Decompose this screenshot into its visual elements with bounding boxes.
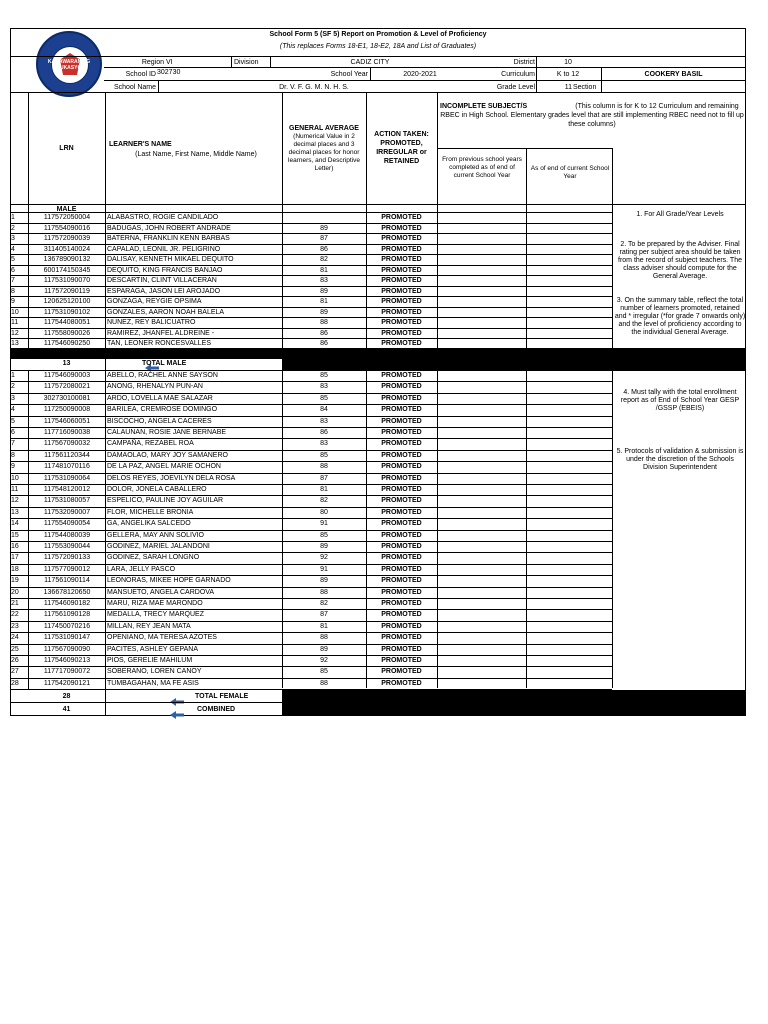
row-learner-name: GELLERA, MAY ANN SOLIVIO [107,531,204,539]
row-action-taken: PROMOTED [381,277,422,284]
row-general-average: 91 [320,520,328,528]
school-id-label: School ID [125,71,156,78]
division-value: CADIZ CITY [350,59,390,66]
col-end-of-year: As of end of current School Year [530,165,610,180]
row-number: 17 [11,554,19,562]
row-learner-name: DAMAOLAO, MARY JOY SAMANERO [107,451,228,459]
col-general-average: GENERAL AVERAGE [289,125,359,132]
row-learner-name: LEONORAS, MIKEE HOPE GARNADO [107,577,231,585]
row-learner-name: DEQUITO, KING FRANCIS BANJAO [107,266,223,274]
row-lrn: 117531090102 [43,308,91,316]
row-number: 11 [11,486,19,493]
row-learner-name: NUNEZ, REY BALICUATRO [107,319,196,326]
row-number: 4 [11,245,15,253]
row-number: 15 [11,531,19,539]
row-action-taken: PROMOTED [381,508,422,516]
row-action-taken: PROMOTED [381,319,422,326]
row-action-taken: PROMOTED [381,600,422,607]
row-number: 25 [11,645,19,653]
row-lrn: 117542090121 [43,679,91,687]
row-lrn: 311405140024 [43,245,91,253]
row-lrn: 117544080039 [43,531,91,539]
row-number: 2 [11,224,15,232]
row-action-taken: PROMOTED [381,266,422,274]
school-year-value: 2020-2021 [403,71,437,78]
col-name-sub: (Last Name, First Name, Middle Name) [135,151,257,158]
row-learner-name: MILLAN, REY JEAN MATA [107,622,191,630]
row-general-average: 87 [320,611,328,619]
grade-level-value: 11 [564,84,572,91]
row-lrn: 117450070216 [43,622,91,630]
row-action-taken: PROMOTED [381,298,422,305]
row-action-taken: PROMOTED [381,406,422,414]
school-name-value: Dr. V. F. G. M. N. H. S. [279,84,349,91]
row-lrn: 136789090132 [43,256,91,263]
row-lrn: 117554090054 [43,520,91,528]
row-learner-name: SOBERANO, LOREN CANOY [107,668,202,676]
row-lrn: 117572080021 [43,383,91,391]
col-previous-years: From previous school years completed as of end of current School Year [442,156,522,179]
band-black [10,348,746,359]
row-action-taken: PROMOTED [381,417,422,425]
row-general-average: 88 [320,319,328,326]
row-general-average: 86 [320,245,328,253]
row-general-average: 89 [320,308,328,316]
row-number: 3 [11,394,15,402]
row-number: 18 [11,565,19,573]
row-lrn: 600174150345 [43,266,91,274]
row-action-taken: PROMOTED [381,611,422,619]
row-lrn: 117561090114 [44,577,90,585]
row-lrn: 117481070116 [44,463,90,471]
combined-label: COMBINED [197,706,236,713]
row-learner-name: GODINEZ, MARIEL JALANDONI [107,543,210,550]
row-lrn: 117558090026 [43,329,91,337]
note-3: 3. On the summary table, reflect the total number of learners promoted, retained and * irregular (*for grade 7 onwards only) and the level of proficiency according to the individual General Average. [614,297,746,336]
section-label: Section [573,84,597,91]
row-lrn: 117561120344 [44,451,90,459]
row-lrn: 117572090039 [43,235,91,242]
row-general-average: 91 [320,565,328,573]
row-action-taken: PROMOTED [381,565,422,573]
row-general-average: 83 [320,417,328,425]
row-learner-name: ALABASTRO, ROGIE CANDILADO [107,214,219,221]
row-lrn: 117532090007 [43,508,91,516]
row-lrn: 136678120650 [43,588,91,596]
row-lrn: 117572050004 [43,214,91,221]
note-2: 2. To be prepared by the Adviser. Final rating per subject area should be taken from the record of subject teachers. The class adviser should compute for the General Average. [618,241,742,280]
row-general-average: 89 [320,645,328,653]
row-lrn: 120625120100 [43,298,91,305]
row-general-average: 87 [320,235,328,242]
row-number: 20 [11,588,19,596]
row-number: 7 [11,277,15,284]
row-action-taken: PROMOTED [381,340,422,347]
district-value: 10 [564,59,572,66]
row-number: 13 [11,508,19,516]
note-4: 4. Must tally with the total enrollment report as of End of School Year GESP /GSSP (EBEIS) [620,389,740,412]
row-lrn: 117567090090 [43,645,91,653]
row-learner-name: BISCOCHO, ANGELA CACERES [107,417,212,425]
row-lrn: 117531090147 [43,634,91,642]
row-learner-name: CALAUNAN, ROSIE JANE BERNABE [107,429,227,436]
row-general-average: 86 [320,329,328,337]
row-action-taken: PROMOTED [381,531,422,539]
row-lrn: 302730100081 [43,394,91,402]
col-name: LEARNER'S NAME [109,141,172,148]
row-general-average: 92 [320,657,328,664]
row-general-average: 85 [320,668,328,676]
form-title: School Form 5 (SF 5) Report on Promotion & Level of Proficiency [269,31,487,38]
total-male-count: 13 [62,360,71,367]
row-learner-name: DALISAY, KENNETH MIKAEL DEQUITO [107,256,234,263]
total-female-label: TOTAL FEMALE [195,693,249,700]
row-action-taken: PROMOTED [381,543,422,550]
row-learner-name: PIOS, GERELIE MAHILUM [107,657,193,664]
school-year-label: School Year [330,71,368,78]
row-learner-name: ESPELICO, PAULINE JOY AGUILAR [107,497,224,505]
row-number: 6 [11,429,15,436]
row-action-taken: PROMOTED [381,235,422,242]
row-lrn: 117548120012 [43,486,91,493]
row-number: 1 [11,214,15,221]
row-number: 9 [11,463,15,471]
row-lrn: 117567090032 [43,440,91,448]
row-action-taken: PROMOTED [381,622,422,630]
row-general-average: 84 [320,406,328,414]
row-general-average: 89 [320,543,328,550]
row-general-average: 82 [320,600,328,607]
row-action-taken: PROMOTED [381,657,422,664]
row-general-average: 88 [320,634,328,642]
row-general-average: 89 [320,577,328,585]
row-learner-name: DOLOR, JONELA CABALLERO [107,486,207,493]
row-general-average: 86 [320,429,328,436]
row-learner-name: CAPALAD, LEONIL JR. PELIGRINO [107,245,221,253]
row-number: 9 [11,298,15,305]
total-male-label: TOTAL MALE [142,360,187,367]
row-lrn: 117531090064 [43,474,91,482]
row-learner-name: MEDALLA, TRECY MARQUEZ [107,611,204,619]
male-label: MALE [56,206,77,213]
row-learner-name: MANSUETO, ANGELA CARDOVA [107,588,215,596]
row-learner-name: DESCARTIN, CLINT VILLACERAN [107,277,217,284]
row-general-average: 83 [320,277,328,284]
combined-count: 41 [62,706,71,713]
curriculum-label: Curriculum [501,71,535,78]
row-general-average: 81 [320,486,328,493]
row-learner-name: BARILEA, CREMROSE DOMINGO [107,406,218,414]
row-lrn: 117554090016 [43,224,91,232]
row-action-taken: PROMOTED [381,256,422,263]
row-learner-name: GONZAGA, REYGIE OPSIMA [107,298,202,305]
row-lrn: 117572090133 [43,554,91,562]
row-number: 12 [11,497,19,505]
row-number: 22 [11,611,19,619]
row-action-taken: PROMOTED [381,440,422,448]
row-action-taken: PROMOTED [381,577,422,585]
row-number: 5 [11,256,15,263]
row-general-average: 87 [320,474,328,482]
row-learner-name: RAMIREZ, JHANFEL ALDREINE - [107,329,215,337]
row-general-average: 83 [320,383,328,391]
col-incomplete-note: (This column is for K to 12 Curriculum and remaining RBEC in High School. Elementary grades level that are still implementing RBEC need not to fill up these columns) [440,103,744,128]
row-number: 28 [11,679,19,687]
row-action-taken: PROMOTED [381,668,422,676]
row-learner-name: GONZALES, AARON NOAH BALELA [107,308,225,316]
row-learner-name: MARU, RIZA MAE MARONDO [107,600,203,607]
row-number: 11 [11,319,19,326]
row-lrn: 117572090119 [44,287,90,295]
curriculum-value: K to 12 [556,71,580,78]
division-label: Division [234,59,259,66]
row-general-average: 85 [320,451,328,459]
section-value: COOKERY BASIL [644,71,703,78]
row-general-average: 81 [320,622,328,630]
row-general-average: 89 [320,287,328,295]
row-learner-name: ANONG, RHENALYN PUN-AN [107,383,203,391]
row-action-taken: PROMOTED [381,429,422,436]
row-action-taken: PROMOTED [381,245,422,253]
row-action-taken: PROMOTED [381,214,422,221]
row-general-average: 86 [320,340,328,347]
row-lrn: 117250090008 [43,406,91,414]
row-number: 8 [11,287,15,295]
band-black-bottom [282,690,746,716]
row-general-average: 81 [320,298,328,305]
school-name-label: School Name [113,84,156,91]
row-number: 14 [11,520,19,528]
arrow-left-icon [170,693,184,701]
row-lrn: 117561090128 [43,611,91,619]
row-number: 6 [11,266,15,274]
row-number: 24 [11,634,19,642]
col-lrn: LRN [59,145,74,152]
school-id-value: 302730 [157,69,181,76]
row-general-average: 83 [320,440,328,448]
row-action-taken: PROMOTED [381,554,422,562]
row-lrn: 117546060051 [43,417,91,425]
row-action-taken: PROMOTED [381,451,422,459]
row-learner-name: TUMBAGAHAN, MA FE ASIS [107,679,199,687]
arrow-left-icon [170,706,184,714]
row-action-taken: PROMOTED [381,474,422,482]
row-general-average: 85 [320,531,328,539]
row-general-average: 88 [320,679,328,687]
row-action-taken: PROMOTED [381,497,422,505]
grade-level-label: Grade Level [496,84,535,91]
col-action-taken: ACTION TAKEN: PROMOTED, IRREGULAR or RETAINED [374,131,429,165]
row-action-taken: PROMOTED [381,329,422,337]
row-general-average: 85 [320,394,328,402]
row-action-taken: PROMOTED [381,308,422,316]
row-lrn: 117544080051 [43,319,91,326]
form-subtitle: (This replaces Forms 18-E1, 18-E2, 18A and List of Graduates) [279,43,477,50]
row-learner-name: ARDO, LOVELLA MAE SALAZAR [107,394,213,402]
row-number: 8 [11,451,15,459]
row-number: 13 [11,340,19,347]
col-incomplete-subjects: INCOMPLETE SUBJECT/S [440,103,528,110]
row-number: 7 [11,440,15,448]
row-number: 26 [11,657,19,664]
table-row [10,678,612,690]
row-number: 2 [11,383,15,391]
band-black-right [282,359,746,370]
row-action-taken: PROMOTED [381,394,422,402]
row-number: 3 [11,235,15,242]
row-action-taken: PROMOTED [381,645,422,653]
row-general-average: 89 [320,224,328,232]
row-learner-name: OPENIANO, MA TERESA AZOTES [107,634,217,642]
row-number: 19 [11,577,19,585]
row-lrn: 117716090038 [43,429,91,436]
row-learner-name: DELOS REYES, JOEVILYN DELA ROSA [107,474,236,482]
row-general-average: 92 [320,554,328,562]
row-learner-name: DE LA PAZ, ANGEL MARIE OCHON [107,463,221,471]
row-learner-name: BADUGAS, JOHN ROBERT ANDRADE [107,224,231,232]
row-general-average: 81 [320,266,328,274]
row-learner-name: BATERNA, FRANKLIN KENN BARBAS [107,235,230,242]
row-lrn: 117717090072 [43,668,91,676]
row-number: 5 [11,417,15,425]
row-lrn: 117546090003 [43,372,91,379]
row-number: 10 [11,474,19,482]
seal-text: KAGAWARAN NG EDUKASYON [47,59,91,71]
row-action-taken: PROMOTED [381,520,422,528]
region-label: Region [141,59,164,66]
row-general-average: 85 [320,372,328,379]
row-number: 27 [11,668,19,676]
row-lrn: 117553090044 [43,543,91,550]
row-number: 1 [11,372,15,379]
row-general-average: 80 [320,508,328,516]
row-lrn: 117531080057 [43,497,91,505]
row-learner-name: GODINEZ, SARAH LONGNO [107,554,200,562]
row-action-taken: PROMOTED [381,224,422,232]
row-number: 23 [11,622,19,630]
total-female-count: 28 [62,693,71,700]
row-action-taken: PROMOTED [381,486,422,493]
row-number: 12 [11,329,19,337]
row-number: 16 [11,543,19,550]
row-number: 21 [11,600,19,607]
row-action-taken: PROMOTED [381,588,422,596]
row-number: 4 [11,406,15,414]
row-lrn: 117531090070 [43,277,91,284]
row-general-average: 88 [320,588,328,596]
row-general-average: 82 [320,497,328,505]
row-action-taken: PROMOTED [381,679,422,687]
note-1: 1. For All Grade/Year Levels [636,211,724,218]
row-learner-name: ABELLO, RACHEL ANNE SAYSON [107,372,218,379]
row-action-taken: PROMOTED [381,634,422,642]
row-general-average: 88 [320,463,328,471]
row-learner-name: GA, ANGELIKA SALCEDO [107,520,191,528]
region-value: VI [166,59,173,66]
row-lrn: 117546090213 [43,657,91,664]
row-lrn: 117577090012 [43,565,91,573]
row-lrn: 117546090250 [43,340,91,347]
row-learner-name: ESPARAGA, JASON LEI AROJADO [107,287,221,295]
row-learner-name: LARA, JELLY PASCO [107,565,176,573]
col-general-average-sub: (Numerical Value in 2 decimal places and 3 decimal places for honor learners, and Descriptive Letter) [288,133,360,172]
row-learner-name: CAMPAÑA, REZABEL ROA [107,440,194,448]
note-5: 5. Protocols of validation & submission is under the discretion of the Schools Division Superintendent [616,448,744,471]
row-action-taken: PROMOTED [381,383,422,391]
row-learner-name: FLOR, MICHELLE BRONIA [107,508,194,516]
row-action-taken: PROMOTED [381,463,422,471]
row-learner-name: PACITES, ASHLEY GEPANA [107,645,199,653]
row-learner-name: TAN, LEONER RONCESVALLES [107,340,211,347]
row-action-taken: PROMOTED [381,372,422,379]
row-action-taken: PROMOTED [381,287,422,295]
district-label: District [513,59,535,66]
row-general-average: 82 [320,256,328,263]
row-number: 10 [11,308,19,316]
row-lrn: 117546090182 [43,600,91,607]
